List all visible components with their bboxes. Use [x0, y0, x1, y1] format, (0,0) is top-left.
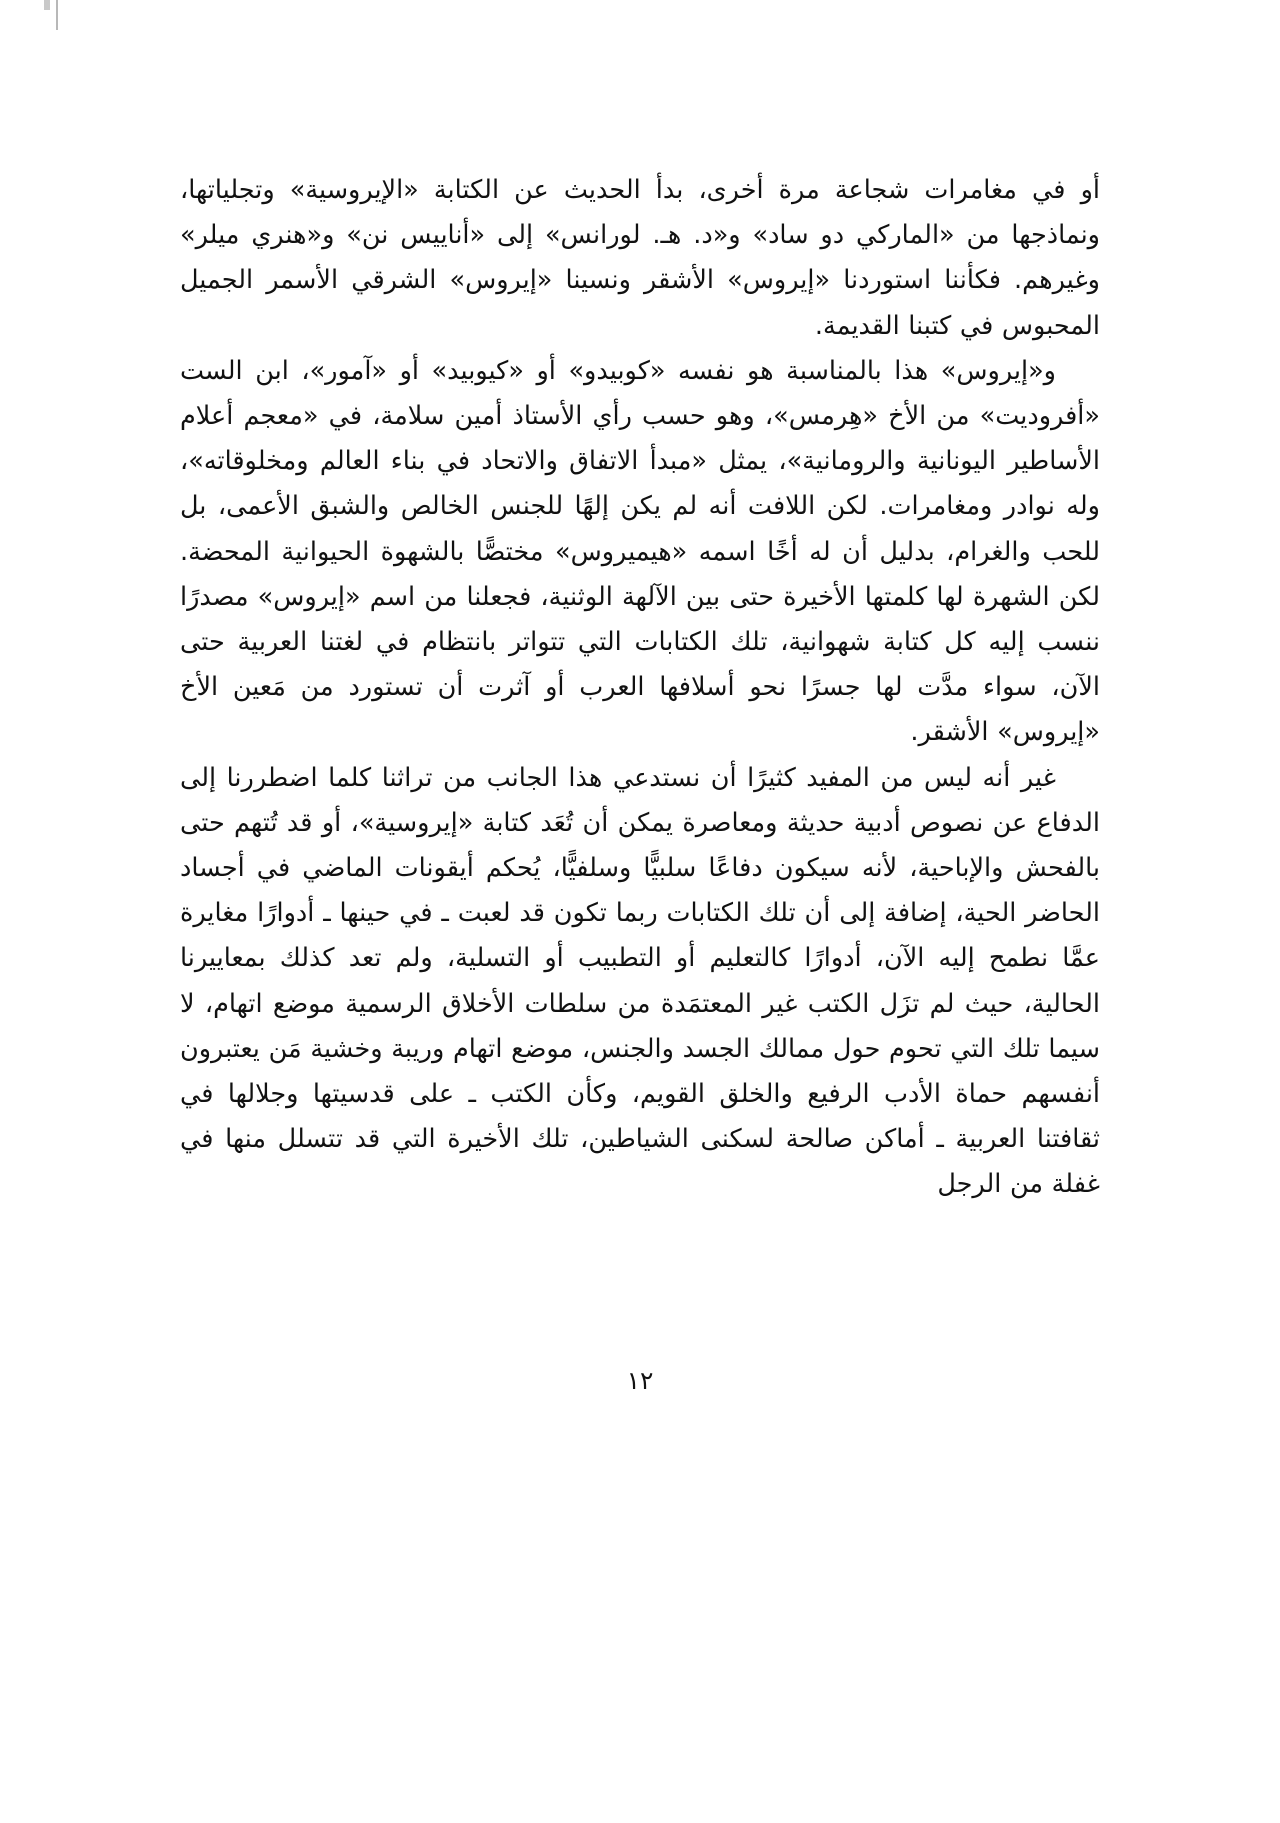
scan-artifact-mark [44, 0, 50, 10]
paragraph-2: و«إيروس» هذا بالمناسبة هو نفسه «كوبيدو» أو «كيوبيد» أو «آمور»، ابن الست «أفروديت» من الأخ «هِرمس»، وهو حسب رأي الأستاذ أمين سلامة، في «معجم أعلام الأساطير اليونانية والرومانية»، يمثل «مبدأ الاتفاق والاتحاد في بناء العالم ومخلوقاته»، وله نوادر ومغامرات. لكن اللافت أنه لم يكن إلهًا للجنس الخالص والشبق الأعمى، بل للحب والغرام، بدليل أن له أخًا اسمه «هيميروس» مختصًّا بالشهوة الحيوانية المحضة. لكن الشهرة لها كلمتها الأخيرة حتى بين الآلهة الوثنية، فجعلنا من اسم «إيروس» مصدرًا ننسب إليه كل كتابة شهوانية، تلك الكتابات التي تتواتر بانتظام في لغتنا العربية حتى الآن، سواء مدَّت لها جسرًا نحو أسلافها العرب أو آثرت أن تستورد من مَعين الأخ «إيروس» الأشقر. [180, 355, 1100, 748]
scan-artifact-line [56, 0, 58, 30]
page-body-text [180, 168, 1100, 1208]
page-number: ١٢ [626, 1366, 654, 1395]
paragraph-1: أو في مغامرات شجاعة مرة أخرى، بدأ الحديث عن الكتابة «الإيروسية» وتجلياتها، ونماذجها من «الماركي دو ساد» و«د. هـ. لورانس» إلى «أناييس نن» و«هنري ميلر» وغيرهم. فكأننا استوردنا «إيروس» الأشقر ونسينا «إيروس» الشرقي الأسمر الجميل المحبوس في كتبنا القديمة. [180, 175, 1100, 341]
paragraph-3: غير أنه ليس من المفيد كثيرًا أن نستدعي هذا الجانب من تراثنا كلما اضطررنا إلى الدفاع عن نصوص أدبية حديثة ومعاصرة يمكن أن تُعَد كتابة «إيروسية»، أو قد تُتهم حتى بالفحش والإباحية، لأنه سيكون دفاعًا سلبيًّا وسلفيًّا، يُحكم أيقونات الماضي في أجساد الحاضر الحية، إضافة إلى أن تلك الكتابات ربما تكون قد لعبت ـ في حينها ـ أدوارًا مغايرة عمَّا نطمح إليه الآن، أدوارًا كالتعليم أو التطبيب أو التسلية، ولم تعد كذلك بمعاييرنا الحالية، حيث لم تزَل الكتب غير المعتمَدة من سلطات الأخلاق الرسمية موضع اتهام، لا سيما تلك التي تحوم حول ممالك الجسد والجنس، موضع اتهام وريبة وخشية مَن يعتبرون أنفسهم حماة الأدب الرفيع والخلق القويم، وكأن الكتب ـ على قدسيتها وجلالها في ثقافتنا العربية ـ أماكن صالحة لسكنى الشياطين، تلك الأخيرة التي قد تتسلل منها في غفلة من الرجل [180, 762, 1100, 1200]
